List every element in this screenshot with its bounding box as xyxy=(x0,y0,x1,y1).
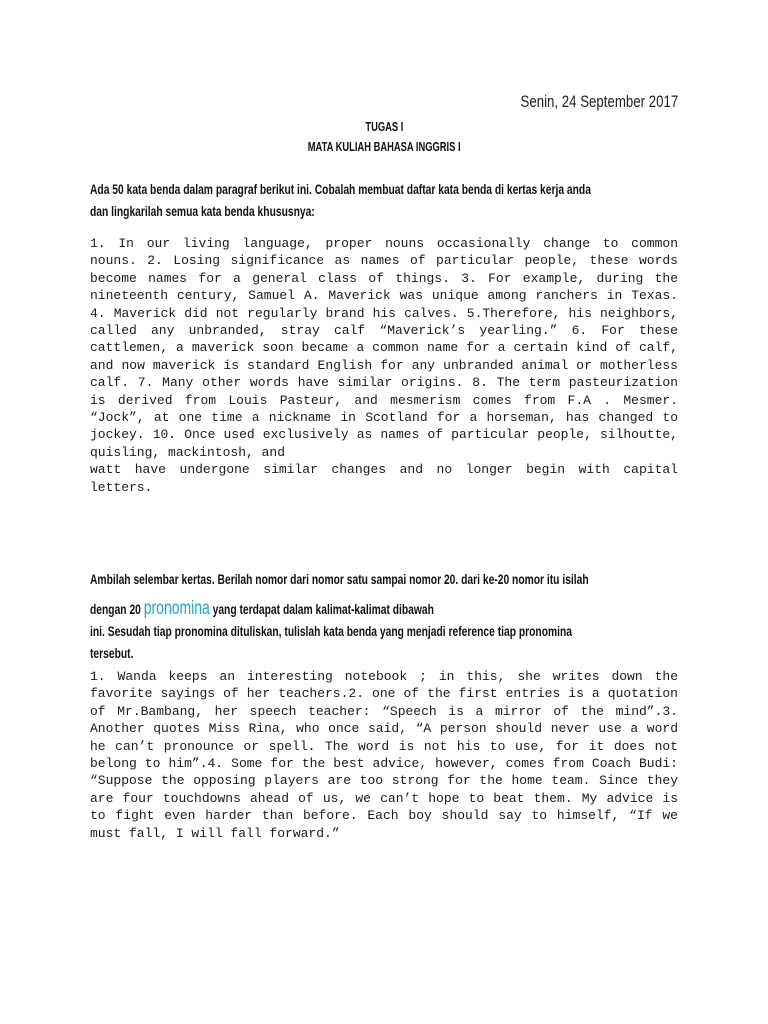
pronomina-highlight: pronomina xyxy=(143,598,210,619)
section1-paragraph xyxy=(90,235,678,496)
section2-instruction-line2-post: yang terdapat dalam kalimat-kalimat dibawah xyxy=(209,601,434,617)
course-title xyxy=(90,139,678,154)
section2-paragraph: 1. Wanda keeps an interesting notebook ; in this, she writes down the favorite sayings of her teachers.2. one of the first entries is a quotation of Mr.Bambang, her speech teacher: “Speech is a mirror of the mind”.3. Another quotes Miss Rina, who once said, “A person should never use a word he can’t pronounce or spell. The word is not his to use, for it does not belong to him”.4. Some for the best advice, however, comes from Coach Budi: “Suppose the opposing players are too strong for the home team. Since they are four touchdowns ahead of us, we can’t hope to beat them. My advice is to fight even harder than before. Each boy should say to himself, “If we must fall, I will fall forward.” xyxy=(90,669,678,841)
section2-instruction xyxy=(90,568,678,664)
section2-instruction-line3: ini. Sesudah tiap pronomina dituliskan, tulislah kata benda yang menjadi reference tiap pronomina xyxy=(90,623,573,639)
section1-paragraph-tail: watt have undergone similar changes and no longer begin with capital letters. xyxy=(90,462,678,495)
section2-instruction-line1: Ambilah selembar kertas. Berilah nomor dari nomor satu sampai nomor 20. dari ke-20 nomor itu isilah xyxy=(90,571,589,587)
section2-instruction-line4: tersebut. xyxy=(90,645,134,661)
assignment-title-text: TUGAS I xyxy=(365,119,403,134)
assignment-title xyxy=(90,119,678,134)
section2-instruction-line2 xyxy=(90,598,678,620)
document-date: Senin, 24 September 2017 xyxy=(520,92,678,111)
course-title-text: MATA KULIAH BAHASA INGGRIS I xyxy=(307,139,461,154)
section1-instruction-line1: Ada 50 kata benda dalam paragraf berikut ini. Cobalah membuat daftar kata benda di kertas kerja anda xyxy=(90,181,591,197)
section1-instruction-line2: dan lingkarilah semua kata benda khususnya: xyxy=(90,203,315,219)
section1-instruction xyxy=(90,178,678,222)
section2-instruction-line2-pre: dengan 20 xyxy=(90,601,144,617)
section1-paragraph-body: 1. In our living language, proper nouns occasionally change to common nouns. 2. Losing significance as names of particular people, these words become names for a general class of things. 3. For example, during the nineteenth century, Samuel A. Maverick was unique among ranchers in Texas. 4. Maverick did not regularly brand his calves. 5.Therefore, his neighbors, called any unbranded, stray calf “Maverick’s yearling.” 6. For these cattlemen, a maverick soon became a common name for a certain kind of calf, and now maverick is standard English for any unbranded animal or motherless calf. 7. Many other words have similar origins. 8. The term pasteurization is derived from Louis Pasteur, and mesmerism comes from F.A . Mesmer. “Jock”, at one time a nickname in Scotland for a horseman, has changed to jockey. 10. Once used exclusively as names of particular people, silhoutte, quisling, mackintosh, and xyxy=(90,236,678,460)
